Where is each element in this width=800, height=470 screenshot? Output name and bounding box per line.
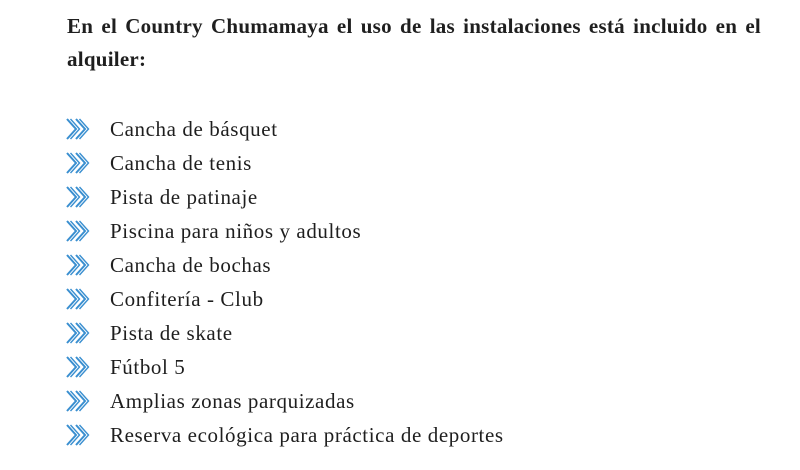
double-chevron-right-icon [64, 389, 92, 413]
page-heading: En el Country Chumamaya el uso de las instalaciones está incluido en el alquiler: [67, 14, 761, 71]
list-item [64, 214, 504, 248]
double-chevron-right-icon [64, 151, 92, 175]
amenity-label: Fútbol 5 [110, 354, 186, 379]
amenities-list [64, 112, 504, 452]
double-chevron-right-icon [64, 423, 92, 447]
list-item [64, 282, 504, 316]
amenity-label: Confitería - Club [110, 286, 264, 311]
double-chevron-right-icon [64, 321, 92, 345]
double-chevron-right-icon [64, 355, 92, 379]
amenity-label: Piscina para niños y adultos [110, 218, 362, 243]
list-item [64, 418, 504, 452]
amenity-label: Cancha de tenis [110, 150, 252, 175]
amenity-label: Reserva ecológica para práctica de deportes [110, 422, 504, 447]
double-chevron-right-icon [64, 117, 92, 141]
double-chevron-right-icon [64, 185, 92, 209]
amenity-label: Pista de patinaje [110, 184, 258, 209]
amenity-label: Pista de skate [110, 320, 233, 345]
double-chevron-right-icon [64, 253, 92, 277]
amenity-label: Cancha de bochas [110, 252, 272, 277]
amenity-label: Amplias zonas parquizadas [110, 388, 355, 413]
list-item [64, 316, 504, 350]
amenity-label: Cancha de básquet [110, 116, 278, 141]
list-item [64, 146, 504, 180]
list-item [64, 384, 504, 418]
list-item [64, 180, 504, 214]
list-item [64, 350, 504, 384]
double-chevron-right-icon [64, 287, 92, 311]
double-chevron-right-icon [64, 219, 92, 243]
list-item [64, 248, 504, 282]
list-item [64, 112, 504, 146]
